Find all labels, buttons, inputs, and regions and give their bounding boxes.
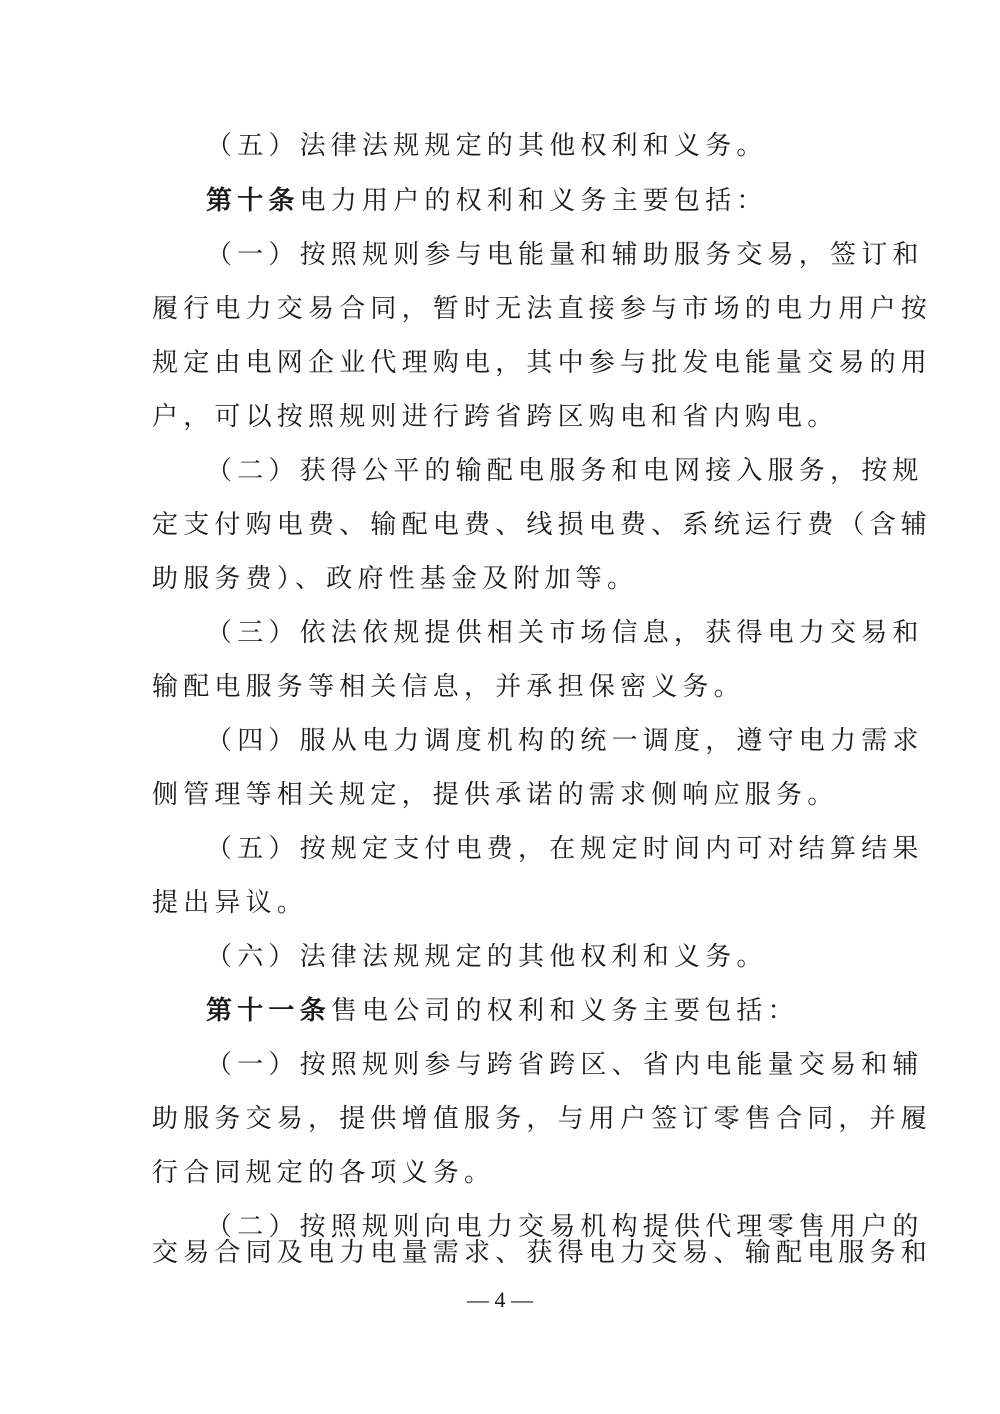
paragraph-line: （五）按规定支付电费，在规定时间内可对结算结果: [206, 834, 924, 864]
article-heading: 第十一条: [206, 996, 331, 1026]
paragraph-line: （四）服从电力调度机构的统一调度，遵守电力需求: [206, 726, 924, 756]
article-text: 售电公司的权利和义务主要包括：: [330, 996, 799, 1026]
page-number: — 4 —: [467, 1287, 533, 1312]
paragraph-line: （二）获得公平的输配电服务和电网接入服务，按规: [206, 456, 924, 486]
paragraph-line: 交易合同及电力电量需求、获得电力交易、输配电服务和: [152, 1238, 933, 1268]
paragraph-line: 履行电力交易合同，暂时无法直接参与市场的电力用户按: [152, 294, 933, 324]
paragraph-line: 输配电服务等相关信息，并承担保密义务。: [152, 672, 745, 702]
paragraph-line: 行合同规定的各项义务。: [152, 1158, 496, 1188]
paragraph-line: 规定由电网企业代理购电，其中参与批发电能量交易的用: [152, 348, 933, 378]
paragraph-line: 助服务费）、政府性基金及附加等。: [152, 564, 639, 594]
article-10-line: [206, 184, 852, 218]
paragraph-line: 提出异议。: [152, 888, 309, 918]
paragraph-line: （一）按照规则参与跨省跨区、省内电能量交易和辅: [206, 1050, 924, 1080]
paragraph-line: 侧管理等相关规定，提供承诺的需求侧响应服务。: [152, 780, 839, 810]
paragraph-line: （二）按照规则向电力交易机构提供代理零售用户的: [206, 1212, 924, 1242]
paragraph-line: 定支付购电费、输配电费、线损电费、系统运行费（含辅: [152, 510, 933, 540]
article-text: 电力用户的权利和义务主要包括：: [299, 186, 768, 216]
paragraph-line: （一）按照规则参与电能量和辅助服务交易，签订和: [206, 240, 924, 270]
paragraph-line: 户，可以按照规则进行跨省跨区购电和省内购电。: [152, 402, 839, 432]
paragraph-line: 助服务交易，提供增值服务，与用户签订零售合同，并履: [152, 1104, 933, 1134]
paragraph-line: （三）依法依规提供相关市场信息，获得电力交易和: [206, 618, 924, 648]
paragraph-line: （五）法律法规规定的其他权利和义务。: [206, 131, 768, 161]
paragraph-line: （六）法律法规规定的其他权利和义务。: [206, 942, 768, 972]
article-11-line: [206, 994, 852, 1028]
article-heading: 第十条: [206, 186, 300, 216]
